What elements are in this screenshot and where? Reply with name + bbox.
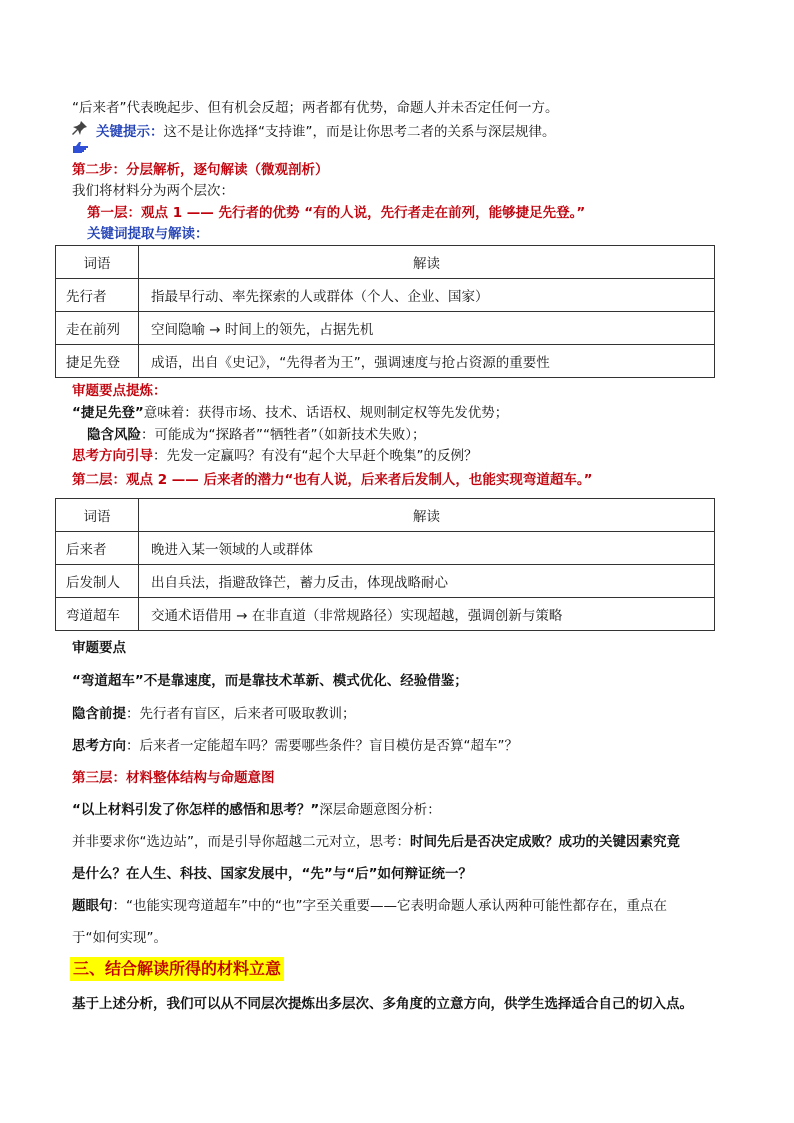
table-cell-explain: 出自兵法，指避敌锋芒，蓄力反击，体现战略耐心 bbox=[139, 565, 715, 598]
table-cell-word: 走在前列 bbox=[56, 312, 139, 345]
step2-intro: 我们将材料分为两个层次： bbox=[72, 183, 234, 199]
layer1-heading: 第一层：观点 1 —— 先行者的优势 “有的人说，先行者走在前列，能够捷足先登。” bbox=[87, 205, 586, 221]
intent-line: 是什么？在人生、科技、国家发展中，“先”与“后”如何辩证统一？ bbox=[72, 866, 472, 882]
keyword-heading: 关键词提取与解读： bbox=[87, 226, 209, 242]
intent-line: 于“如何实现”。 bbox=[72, 930, 167, 946]
table-cell-word: 弯道超车 bbox=[56, 598, 139, 631]
layer2-heading: 第二层：观点 2 —— 后来者的潜力“也有人说，后来者后发制人，也能实现弯道超车。” bbox=[72, 472, 593, 488]
table-cell-explain: 晚进入某一领域的人或群体 bbox=[139, 532, 715, 565]
intent-line: 题眼句：“也能实现弯道超车”中的“也”字至关重要——它表明命题人承认两种可能性都存在，重点在 bbox=[72, 898, 667, 914]
tip-text: 这不是让你选择“支持谁”，而是让你思考二者的关系与深层规律。 bbox=[163, 124, 556, 140]
table-header-row bbox=[56, 499, 715, 532]
table-cell-explain: 空间隐喻 → 时间上的领先，占据先机 bbox=[139, 312, 715, 345]
table-row bbox=[56, 565, 715, 598]
analysis-line: “捷足先登”意味着：获得市场、技术、话语权、规则制定权等先发优势； bbox=[72, 405, 509, 421]
header-explain: 解读 bbox=[139, 246, 715, 279]
table-cell-word: 后发制人 bbox=[56, 565, 139, 598]
analysis-line: 隐含风险：可能成为“探路者”“牺牲者”（如新技术失败）； bbox=[87, 427, 426, 443]
header-word: 词语 bbox=[56, 499, 139, 532]
table-cell-explain: 交通术语借用 → 在非直道（非常规路径）实现超越，强调创新与策略 bbox=[139, 598, 715, 631]
header-explain: 解读 bbox=[139, 499, 715, 532]
table-cell-explain: 成语，出自《史记》，“先得者为王”，强调速度与抢占资源的重要性 bbox=[139, 345, 715, 378]
table-cell-word: 捷足先登 bbox=[56, 345, 139, 378]
table-cell-word: 后来者 bbox=[56, 532, 139, 565]
table-row bbox=[56, 532, 715, 565]
step2-heading: 第二步：分层解析，逐句解读（微观剖析） bbox=[72, 162, 329, 178]
analysis-line: 思考方向：后来者一定能超车吗？需要哪些条件？盲目模仿是否算“超车”？ bbox=[72, 738, 518, 754]
table-row bbox=[56, 312, 715, 345]
table-header-row bbox=[56, 246, 715, 279]
keyword-table-1 bbox=[55, 245, 715, 378]
header-word: 词语 bbox=[56, 246, 139, 279]
analysis-heading-1: 审题要点提炼： bbox=[72, 383, 167, 399]
pointing-hand-icon bbox=[72, 140, 90, 160]
analysis-line: 隐含前提：先行者有盲区，后来者可吸取教训； bbox=[72, 706, 356, 722]
paragraph-latecomer: “后来者”代表晚起步、但有机会反超；两者都有优势，命题人并未否定任何一方。 bbox=[72, 100, 559, 116]
analysis-line: “弯道超车”不是靠速度，而是靠技术革新、模式优化、经验借鉴； bbox=[72, 673, 468, 689]
section3-heading: 三、结合解读所得的材料立意 bbox=[70, 957, 284, 981]
analysis-line: 思考方向引导：先发一定赢吗？有没有“起个大早赶个晚集”的反例？ bbox=[72, 448, 478, 464]
tip-label: 关键提示： bbox=[96, 124, 164, 140]
intent-line: “以上材料引发了你怎样的感悟和思考？”深层命题意图分析： bbox=[72, 802, 441, 818]
table-cell-explain: 指最早行动、率先探索的人或群体（个人、企业、国家） bbox=[139, 279, 715, 312]
keyword-table-2 bbox=[55, 498, 715, 631]
pushpin-icon bbox=[72, 120, 88, 142]
table-row bbox=[56, 345, 715, 378]
table-row bbox=[56, 598, 715, 631]
table-row bbox=[56, 279, 715, 312]
intent-line: 并非要求你“选边站”，而是引导你超越二元对立，思考：时间先后是否决定成败？成功的关键因素究竟 bbox=[72, 834, 680, 850]
closing-paragraph: 基于上述分析，我们可以从不同层次提炼出多层次、多角度的立意方向，供学生选择适合自己的切入点。 bbox=[72, 996, 693, 1012]
analysis-heading-2: 审题要点 bbox=[72, 640, 126, 656]
table-cell-word: 先行者 bbox=[56, 279, 139, 312]
layer3-heading: 第三层：材料整体结构与命题意图 bbox=[72, 770, 275, 786]
key-tip bbox=[72, 120, 556, 142]
